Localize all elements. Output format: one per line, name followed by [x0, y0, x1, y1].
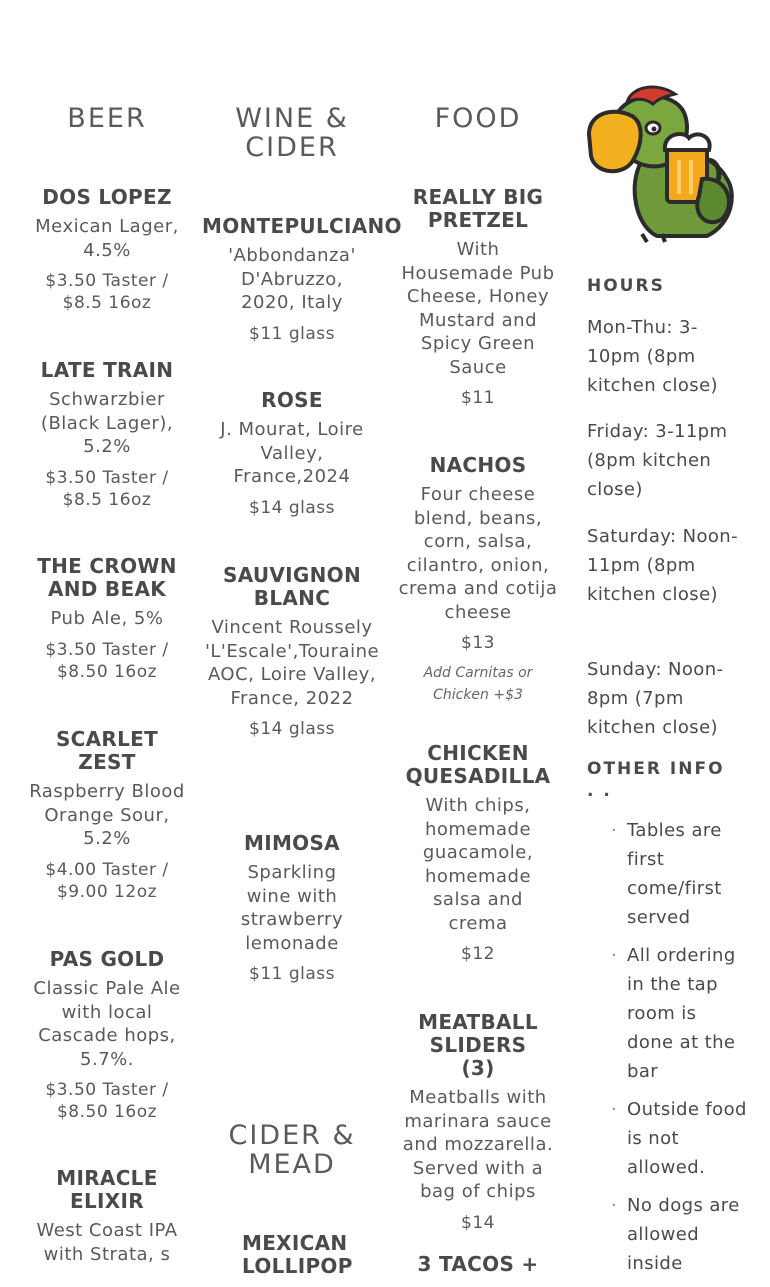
list-item: · No dogs are allowed inside [611, 1195, 740, 1274]
beer-item [27, 728, 187, 903]
wine-item [204, 563, 380, 740]
cider-item [212, 1232, 372, 1278]
beer-column [27, 0, 187, 1266]
hours-heading: HOURS [587, 276, 665, 296]
item-name: DOS LOPEZ [42, 185, 172, 209]
item-desc: Four cheese blend, beans, corn, salsa, cilantro, onion, crema and cotija cheese [398, 484, 558, 623]
item-addon: Add Carnitas or Chicken +$3 [423, 665, 533, 703]
beer-item [27, 948, 187, 1123]
item-price: $14 glass [249, 497, 335, 518]
item-price: $11 glass [249, 964, 335, 984]
item-price: $3.50 Taster / $8.50 16oz [45, 639, 169, 682]
food-item [398, 1011, 558, 1234]
item-desc: Mexican Lager, 4.5% [35, 216, 179, 261]
list-item: · Outside food is not allowed. [611, 1099, 747, 1178]
item-desc: Sparkling wine with strawberry lemonade [240, 862, 344, 954]
beer-item [27, 555, 187, 683]
beer-heading: BEER [67, 103, 147, 134]
wine-heading: WINE & CIDER [235, 103, 349, 163]
food-item [398, 742, 558, 965]
item-price: $3.50 Taster / $8.5 16oz [45, 467, 169, 510]
item-desc: Meatballs with marinara sauce and mozzarella. Served with a bag of chips [402, 1087, 554, 1202]
item-name: CHICKEN QUESADILLA [405, 741, 551, 788]
item-name: MIRACLE ELIXIR [56, 1166, 158, 1213]
wine-item [212, 389, 372, 519]
item-desc: Vincent Roussely 'L'Escale',Touraine AOC, Loire Valley, France, 2022 [204, 617, 380, 709]
item-price: $3.50 Taster / $8.5 16oz [45, 271, 169, 313]
item-price: $13 [461, 633, 495, 653]
item-name: MEATBALL SLIDERS (3) [418, 1010, 538, 1080]
beer-item [27, 359, 187, 511]
item-name: LATE TRAIN [40, 358, 174, 382]
list-item: · Tables are first come/first served [611, 820, 722, 928]
item-price: $11 glass [249, 323, 335, 344]
item-desc: With Housemade Pub Cheese, Honey Mustard and Spicy Green Sauce [401, 239, 555, 378]
cider-heading: CIDER & MEAD [228, 1120, 356, 1180]
item-desc: Pub Ale, 5% [50, 608, 164, 629]
item-price: $3.50 Taster / $8.50 16oz [45, 1080, 169, 1122]
food-heading: FOOD [434, 103, 522, 134]
item-desc: Raspberry Blood Orange Sour, 5.2% [29, 781, 185, 849]
food-item [398, 186, 558, 409]
item-name: PAS GOLD [49, 947, 165, 971]
item-desc: Schwarzbier (Black Lager), 5.2% [40, 389, 174, 457]
hours-line: Friday: 3-11pm (8pm kitchen close) [587, 421, 728, 500]
item-price: $14 [461, 1212, 495, 1233]
hours-line: Sunday: Noon-8pm (7pm kitchen close) [587, 659, 724, 738]
item-desc: Classic Pale Ale with local Cascade hops, 5.7%. [33, 978, 181, 1070]
hours-line: Saturday: Noon-11pm (8pm kitchen close) [587, 526, 738, 605]
item-price: $4.00 Taster / $9.00 12oz [45, 859, 169, 902]
item-name: THE CROWN AND BEAK [37, 554, 177, 601]
item-name: NACHOS [429, 453, 527, 477]
parrot-with-beer-icon [587, 84, 739, 244]
wine-item [202, 214, 402, 345]
item-price: $12 [461, 944, 495, 964]
item-desc: 'Abbondanza' D'Abruzzo, 2020, Italy [228, 245, 356, 313]
item-name: MEXICAN LOLLIPOP [242, 1231, 353, 1278]
info-column [587, 0, 747, 1274]
wine-item [212, 832, 372, 985]
other-info-heading: OTHER INFO . . [587, 759, 725, 801]
food-item [398, 454, 558, 706]
item-name: 3 TACOS + [417, 1252, 539, 1276]
item-price: $14 glass [249, 719, 335, 739]
item-desc: West Coast IPA with Strata, s [36, 1220, 178, 1265]
item-name: ROSE [261, 388, 323, 412]
list-item: · All ordering in the tap room is done at the bar [611, 945, 736, 1082]
item-desc: With chips, homemade guacamole, homemade salsa and crema [422, 795, 534, 934]
beer-item [27, 186, 187, 314]
item-name: REALLY BIG PRETZEL [412, 185, 544, 232]
other-info-list [587, 816, 747, 1287]
food-column [398, 0, 558, 1276]
hours-line: Mon-Thu: 3-10pm (8pm kitchen close) [587, 317, 718, 396]
beer-item [21, 1167, 193, 1266]
wine-column [202, 0, 402, 1278]
item-name: MONTEPULCIANO [202, 214, 402, 238]
food-item [398, 1253, 558, 1276]
item-desc: J. Mourat, Loire Valley, France,2024 [220, 419, 364, 487]
item-name: SAUVIGNON BLANC [222, 563, 362, 610]
item-name: MIMOSA [244, 831, 340, 855]
item-price: $11 [461, 388, 495, 408]
item-name: SCARLET ZEST [55, 727, 159, 774]
